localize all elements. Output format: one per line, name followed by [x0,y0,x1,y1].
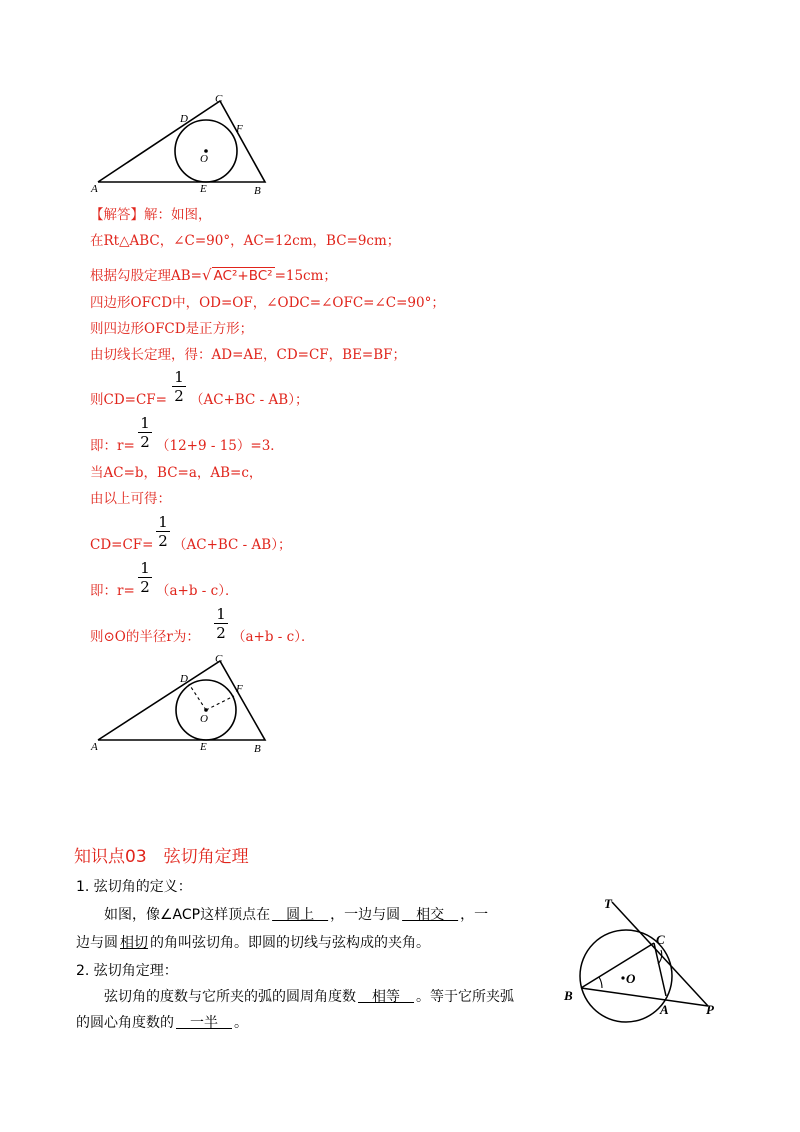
section-heading: 知识点03 弦切角定理 [74,847,249,867]
blank-intersect: 相交 [402,907,459,923]
definition-line-2: 边与圆 相切 的角叫弦切角。即圆的切线与弦构成的夹角。 [76,935,430,951]
theorem-line-2: 的圆心角度数的 一半 。 [76,1015,248,1031]
label-b: B [254,185,261,197]
solution-line-8a: 即：r= [90,438,135,454]
label-d: D [180,673,188,685]
sqrt-radicand: AC²+BC² [213,268,273,284]
label-p: P [706,1002,714,1017]
theorem-line-1: 弦切角的度数与它所夹的弧的圆周角度数 相等 。等于它所夹弧 [104,989,514,1005]
solution-line-12b: （a+b - c）． [156,583,239,599]
solution-line-10: 由以上可得： [90,491,171,507]
theorem-title: 2. 弦切角定理： [76,963,178,979]
fraction-half: 1 2 [156,514,170,549]
label-c: C [215,653,223,665]
label-d: D [180,113,188,125]
label-c: C [215,93,223,105]
label-a: A [91,741,98,753]
blank-on-circle: 圆上 [272,907,329,923]
triangle-incircle-figure [88,92,278,200]
blank-half: 一半 [176,1015,232,1031]
label-o: O [200,713,208,725]
label-b: B [564,988,573,1003]
label-e: E [200,741,207,753]
solution-line-13a: 则⊙O的半径r为： [90,629,200,645]
label-f: F [236,683,243,695]
label-a: A [91,183,98,195]
fraction-half: 1 2 [138,560,152,595]
definition-title: 1. 弦切角的定义： [76,879,192,895]
label-e: E [200,183,207,195]
label-o: O [626,971,636,986]
solution-line-6: 由切线长定理，得：AD=AE，CD=CF，BE=BF； [90,347,407,363]
label-b: B [254,743,261,755]
blank-equal: 相等 [358,989,414,1005]
label-c: C [656,932,665,947]
solution-line-8b: （12+9 - 15）=3． [156,438,284,454]
label-o: O [200,153,208,165]
chord-tangent-figure [556,888,726,1028]
solution-line-7a: 则CD=CF= [90,392,167,408]
solution-line-11b: （AC+BC - AB）； [173,537,292,553]
solution-line-7b: （AC+BC - AB）； [190,392,309,408]
fraction-half: 1 2 [214,606,228,641]
solution-line-11a: CD=CF= [90,537,154,553]
triangle-incircle-radius-figure [88,652,278,758]
solution-line-4: 四边形OFCD中，OD=OF，∠ODC=∠OFC=∠C=90°； [90,295,445,311]
solution-line-3a: 根据勾股定理AB= [90,268,202,284]
label-a: A [660,1002,669,1017]
solution-line-3 [90,266,337,285]
definition-line-1: 如图，像∠ACP这样顶点在 圆上 ，一边与圆 相交 ，一 [104,907,489,923]
solution-line-9: 当AC=b，BC=a，AB=c， [90,465,263,481]
solution-line-2: 在Rt△ABC，∠C=90°，AC=12cm，BC=9cm； [90,233,401,249]
sqrt-sign: √ [201,266,212,284]
solution-line-12a: 即：r= [90,583,135,599]
label-f: F [236,123,243,135]
fraction-half: 1 2 [138,415,152,450]
fraction-half: 1 2 [172,369,186,404]
solution-line-1: 【解答】解：如图， [90,207,212,223]
solution-line-13b: （a+b - c）． [232,629,315,645]
label-t: T [604,896,612,911]
blank-tangent: 相切 [120,935,148,951]
solution-line-5: 则四边形OFCD是正方形； [90,321,254,337]
solution-line-3b: =15cm； [274,268,337,284]
